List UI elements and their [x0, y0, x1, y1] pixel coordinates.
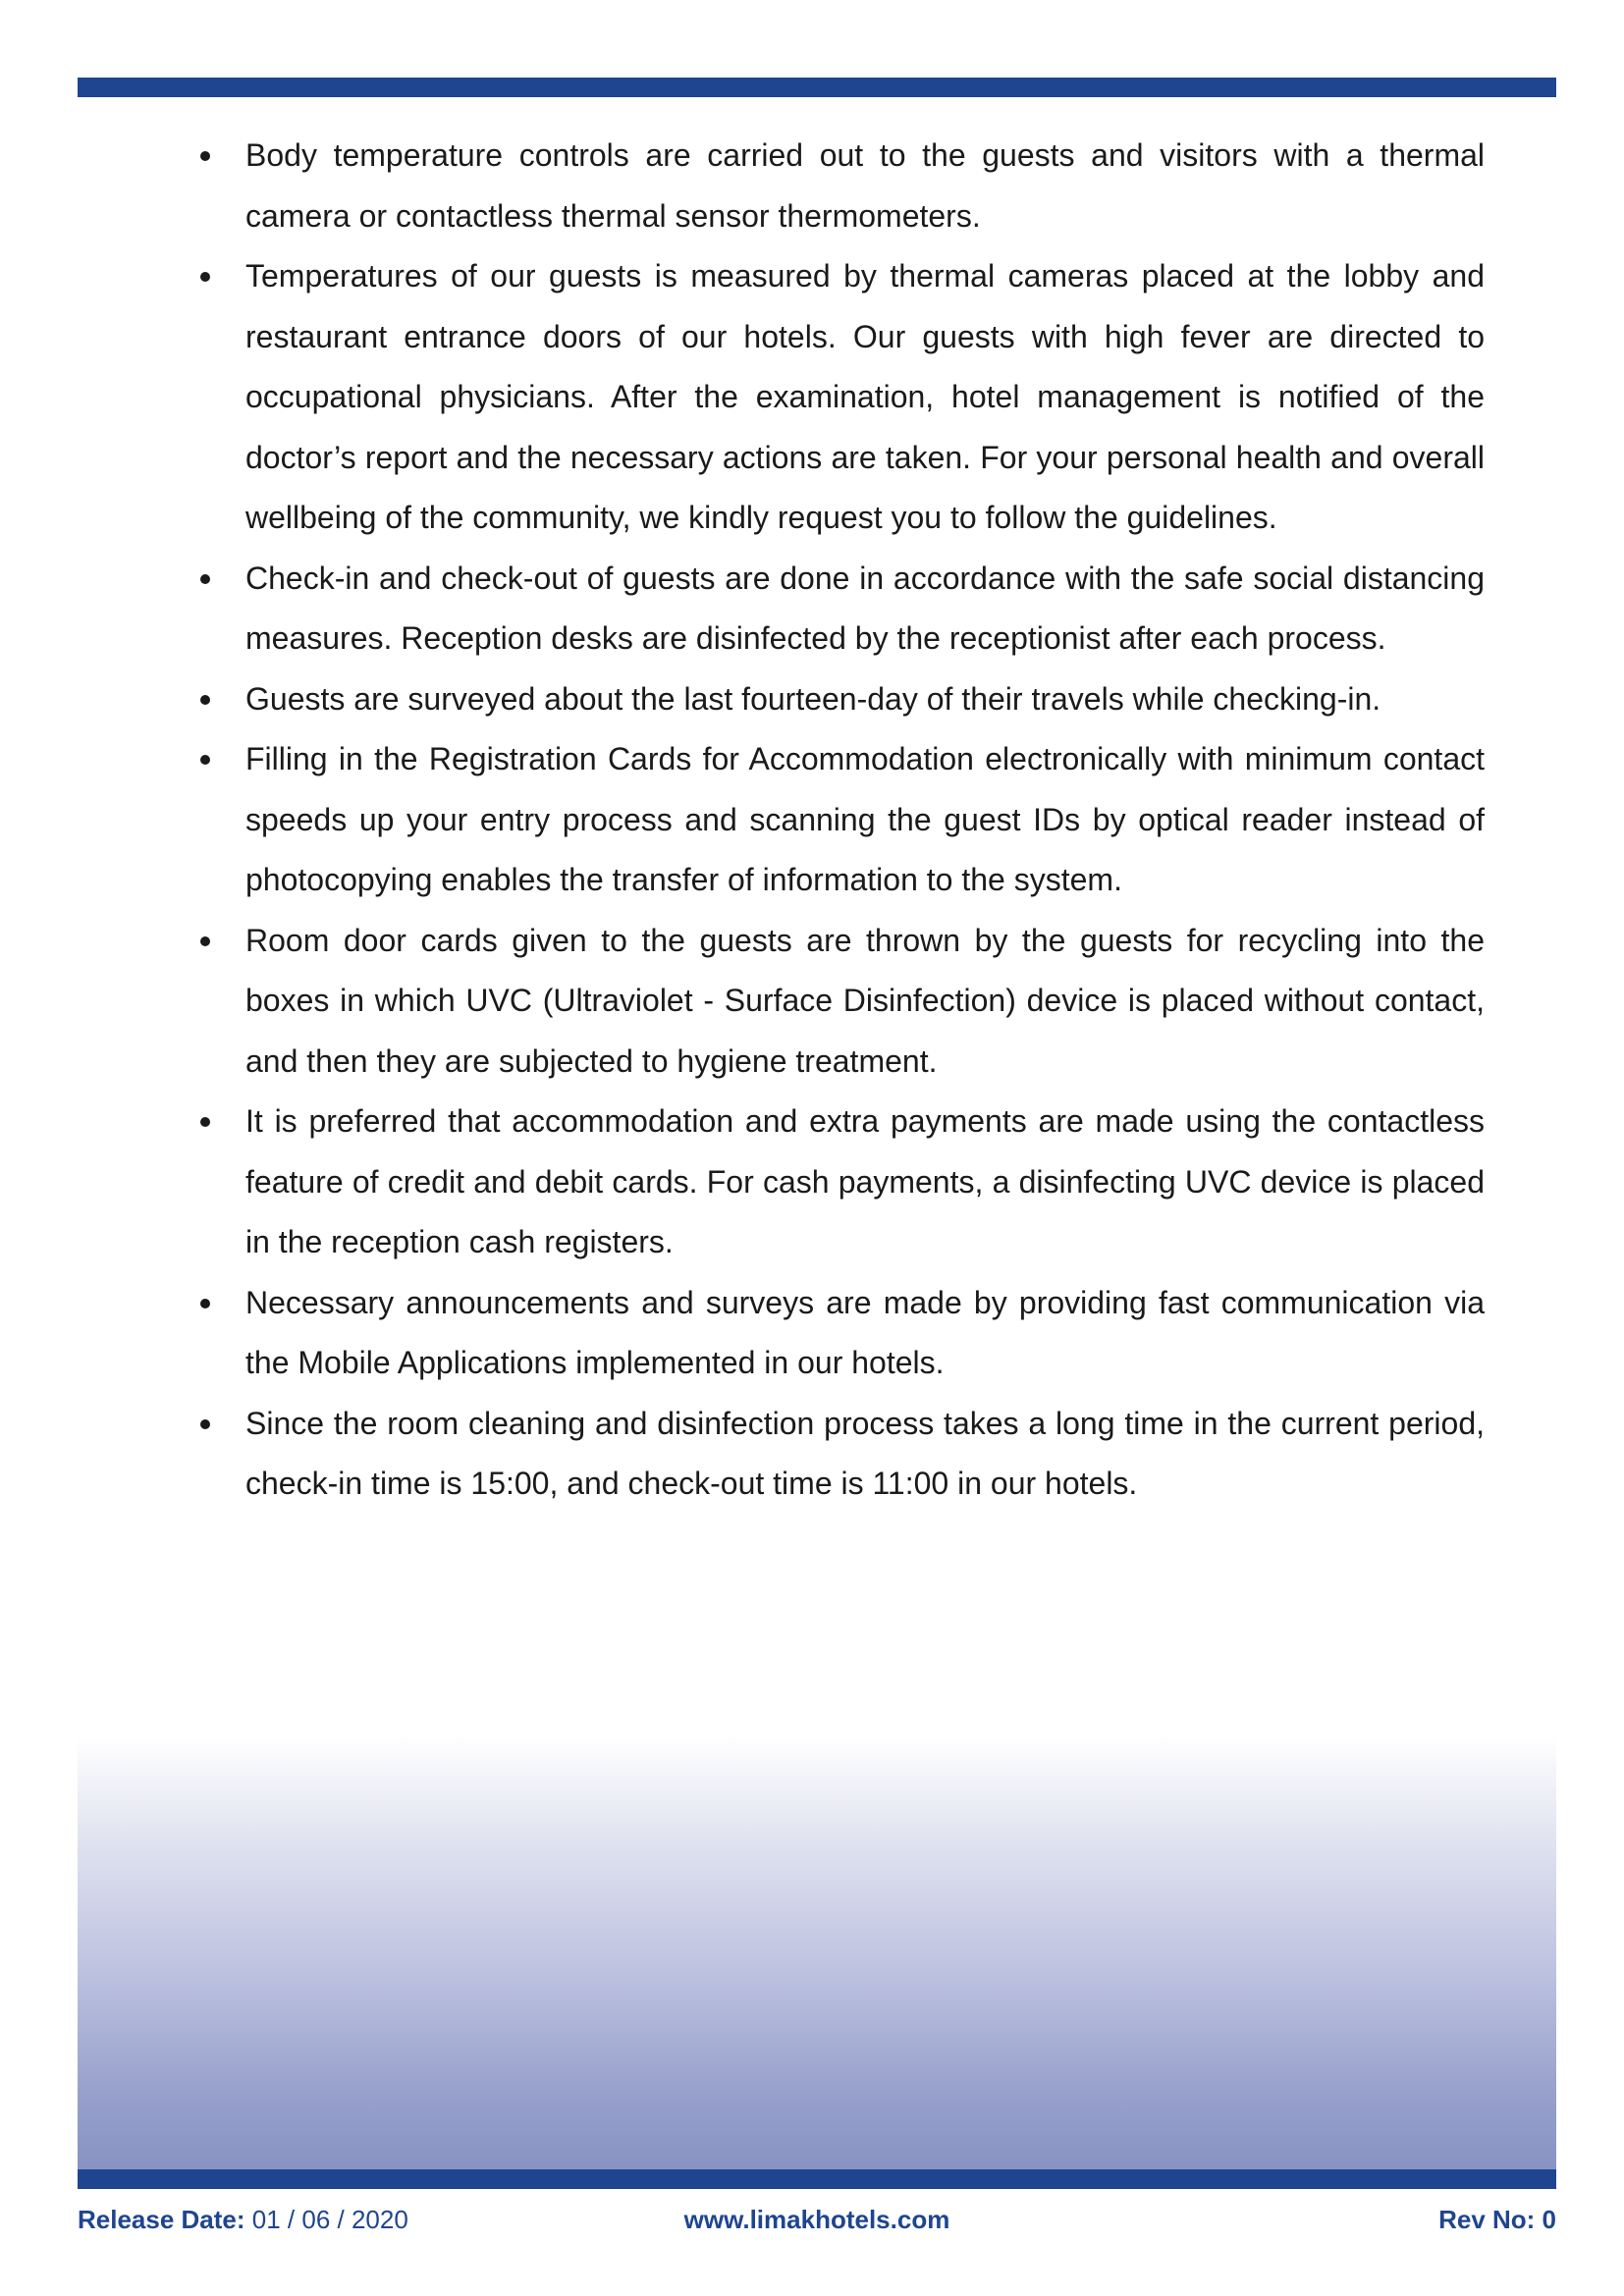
bullet-icon — [200, 1299, 210, 1308]
list-item-text: Room door cards given to the guests are thrown by the guests for recycling into the boxes in which UVC (Ultraviolet - Surface Disinfection) device is placed without contact, and then they are subjected to hygiene treatment. — [245, 922, 1485, 1079]
list-item-text: Temperatures of our guests is measured by thermal cameras placed at the lobby and restaurant entrance doors of our hotels. Our guests with high fever are directed to occupational physicians. After the examination, hotel management is notified of the doctor’s report and the necessary actions are taken. For your personal health and overall wellbeing of the community, we kindly request you to follow the guidelines. — [245, 258, 1485, 535]
list-item — [245, 549, 1485, 669]
list-item-text: Check-in and check-out of guests are done in accordance with the safe social distancing measures. Reception desks are disinfected by the receptionist after each process. — [245, 560, 1485, 656]
list-item-text: Necessary announcements and surveys are made by providing fast communication via the Mobile Applications implemented in our hotels. — [245, 1284, 1485, 1380]
list-item-text: Guests are surveyed about the last fourteen-day of their travels while checking-in. — [245, 680, 1381, 717]
bullet-icon — [200, 695, 210, 705]
list-item — [245, 1273, 1485, 1394]
revision-number: Rev No: 0 — [1438, 2205, 1556, 2234]
footer-gradient-panel — [78, 1735, 1556, 2169]
release-date-label: Release Date: — [78, 2205, 245, 2234]
list-item-text: It is preferred that accommodation and extra payments are made using the contactless feature of credit and debit cards. For cash payments, a disinfecting UVC device is placed in the reception cash registers. — [245, 1103, 1485, 1259]
document-body — [245, 126, 1485, 1515]
list-item — [245, 126, 1485, 246]
bullet-icon — [200, 1419, 210, 1429]
list-item-text: Since the room cleaning and disinfection process takes a long time in the current period, check-in time is 15:00, and check-out time is 11:00 in our hotels. — [245, 1405, 1485, 1501]
list-item — [245, 729, 1485, 911]
footer-bar — [78, 2169, 1556, 2189]
list-item — [245, 246, 1485, 549]
list-item — [245, 1092, 1485, 1273]
bullet-icon — [200, 1117, 210, 1127]
list-item — [245, 669, 1485, 730]
website-link[interactable]: www.limakhotels.com — [683, 2205, 950, 2234]
bullet-icon — [200, 151, 210, 161]
bullet-icon — [200, 272, 210, 282]
list-item-text: Body temperature controls are carried out to the guests and visitors with a thermal camera or contactless thermal sensor thermometers. — [245, 137, 1485, 234]
bullet-icon — [200, 574, 210, 584]
page-footer — [78, 2200, 1556, 2239]
list-item — [245, 911, 1485, 1093]
release-date-value: 01 / 06 / 2020 — [251, 2205, 408, 2234]
guidelines-list — [245, 126, 1485, 1515]
bullet-icon — [200, 936, 210, 946]
bullet-icon — [200, 755, 210, 765]
header-bar — [78, 78, 1556, 97]
list-item-text: Filling in the Registration Cards for Accommodation electronically with minimum contact speeds up your entry process and scanning the guest IDs by optical reader instead of photocopying enables the transfer of information to the system. — [245, 741, 1485, 897]
list-item — [245, 1394, 1485, 1515]
